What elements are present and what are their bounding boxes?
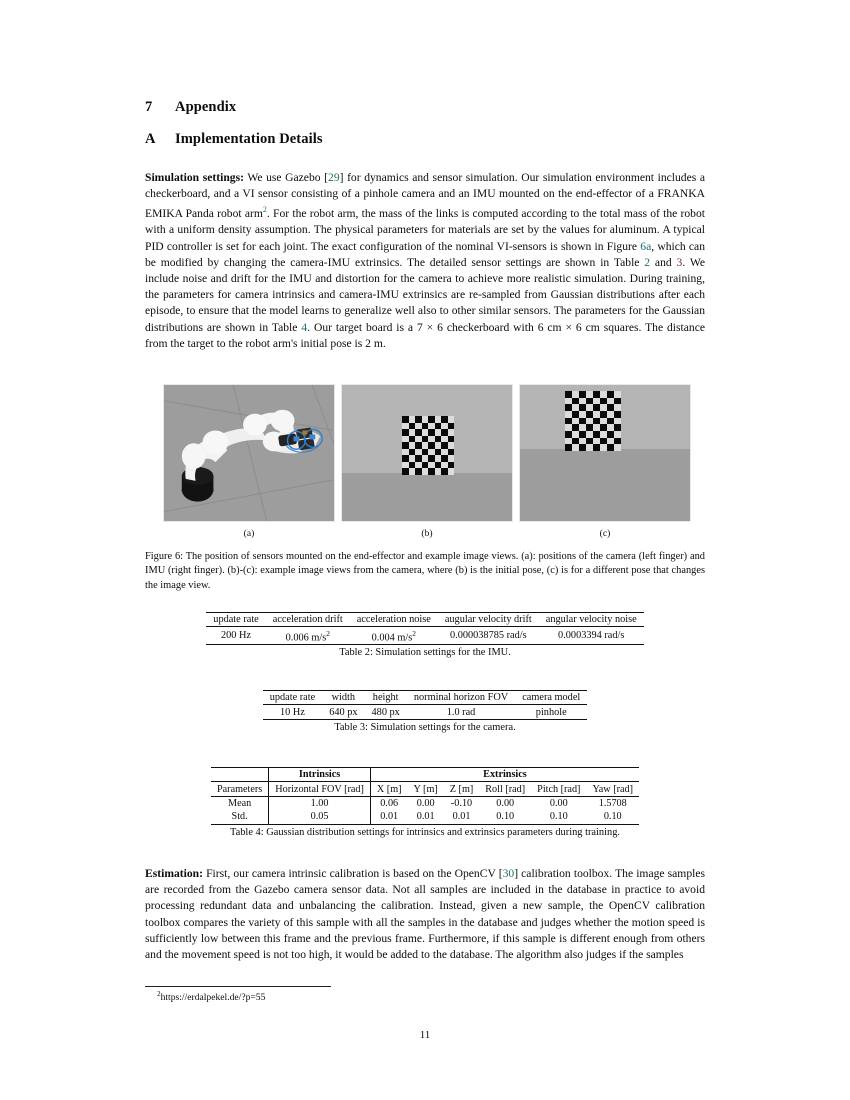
table-4-row-1-v3: 0.01	[444, 810, 479, 824]
table-2-header-2: acceleration noise	[350, 613, 438, 627]
figure-panel-c-checkerboard	[519, 384, 691, 522]
table-4-group-empty	[211, 768, 269, 782]
ref-table-4[interactable]: 4	[301, 320, 308, 334]
table-3-cell-2: 480 px	[365, 705, 407, 719]
table-2-cell-1: 0.006 $m/s^2$	[266, 627, 350, 645]
figure-sublabel-b: (b)	[421, 528, 433, 539]
footnote-block	[145, 986, 705, 1003]
table-3-header-0: update rate	[263, 691, 322, 705]
figure-6-caption: Figure 6: The position of sensors mounted on the end-effector and example image views. (a): positions of the camera (left finger) and IMU (right finger). (b)-(c): example image views from the camera, where (b) is the initial pose, (c) is for a different pose that changes the image view.	[145, 551, 705, 591]
section-number: 7	[145, 99, 153, 115]
footnote-url[interactable]: https://erdalpekel.de/?p=55	[160, 992, 266, 1004]
table-2-caption: Table 2: Simulation settings for the IMU.	[339, 647, 511, 659]
ground-plane-c	[520, 449, 690, 521]
table-2-cell-2: 0.004 $m/s^2$	[350, 627, 438, 645]
table-4-header-3: Y [m]	[408, 782, 444, 796]
sim-text-6: . We include noise and drift for the IMU and distortion for the camera to achieve more realistic simulation. During training, the parameters for camera intrinsics and camera-IMU extrinsics are re-sampled from Gaussian distributions after each episode, to ensure that the model learns to generalize well also to other similar sensors. The parameters for the Gaussian distributions are shown in Table	[145, 255, 706, 334]
table-3-cell-1: 640 px	[322, 705, 364, 719]
sim-text-2: ] for dynamics and sensor simulation. Our simulation environment includes a checkerboard, and a VI sensor consisting of a pinhole camera and an IMU mounted on the end-effector of a FRANKA EMIKA Panda robot arm	[145, 171, 705, 221]
footnote-rule	[145, 986, 331, 987]
table-4	[211, 767, 639, 825]
table-2-header-0: update rate	[206, 613, 265, 627]
table-4-row-0-v3: -0.10	[444, 796, 479, 810]
table-2-cell-4: 0.0003394 rad/s	[539, 627, 644, 645]
table-4-header-5: Roll [rad]	[479, 782, 531, 796]
table-2-header-4: angular velocity noise	[539, 613, 644, 627]
checkerboard-c	[565, 391, 621, 451]
footnote-number: 2	[157, 990, 161, 998]
paragraph-estimation	[145, 866, 705, 963]
table-2-cell-0: 200 Hz	[206, 627, 265, 645]
table-4-row-1-v6: 0.10	[586, 810, 639, 824]
table-2-cell-3: 0.000038785 rad/s	[438, 627, 539, 645]
table-4-row-0-v2: 0.00	[408, 796, 444, 810]
table-4-row-0-v1: 0.06	[370, 796, 407, 810]
paragraph-lead-simulation: Simulation settings:	[145, 171, 244, 184]
ref-table-3[interactable]: 3	[676, 255, 683, 269]
table-4-header-row	[211, 782, 639, 796]
footnote-marker-2[interactable]: 2	[262, 205, 267, 215]
est-text-1: First, our camera intrinsic calibration is based on the OpenCV [	[202, 867, 503, 880]
figure-panel-a-robot-arm	[163, 384, 335, 522]
table-3-header-row	[263, 691, 588, 705]
robot-arm-icon	[164, 385, 334, 521]
table-3-cell-0: 10 Hz	[263, 705, 322, 719]
ground-plane-b	[342, 473, 512, 521]
table-2-header-1: acceleration drift	[266, 613, 350, 627]
subsection-number: A	[145, 131, 156, 147]
figure-sublabel-a: (a)	[243, 528, 255, 539]
table-3-caption: Table 3: Simulation settings for the camera.	[334, 721, 516, 733]
subsection-heading-implementation-details	[145, 131, 323, 148]
table-3-header-3: norminal horizon FOV	[407, 691, 515, 705]
subsection-title: Implementation Details	[175, 131, 323, 147]
sim-text-4: , which can be modified by changing the camera-IMU extrinsics. The detailed sensor settings are shown in Table	[145, 239, 705, 269]
sim-text-3: . For the robot arm, the mass of the links is computed according to the total mass of the robot with a uniform density assumption. The physical parameters for materials are set by the values for aluminum. A typical PID controller is set for each joint. The exact configuration of the nominal VI-sensors is shown in Figure	[145, 207, 705, 253]
table-4-header-6: Pitch [rad]	[531, 782, 586, 796]
est-text-2: ] calibration toolbox. The image samples are recorded from the Gazebo camera sensor data. Not all samples are included in the database in practice to avoid processing redundant data and unbalancing the calibration. Instead, given a new sample, the OpenCV calibration toolbox compares the variety of this sample with all the samples in the database and judges whether the motion speed is sufficiently low between this frame and the previous frame. Furthermore, if this sample is different enough from others and the movement speed is not too high, it would be added to the database. The algorithm also judges if the samples	[145, 867, 705, 962]
table-3-cell-3: 1.0 rad	[407, 705, 515, 719]
table-4-header-0: Parameters	[211, 782, 269, 796]
section-heading-appendix	[145, 99, 236, 116]
figure-6	[163, 384, 691, 539]
table-4-row-0-label: Mean	[211, 796, 269, 810]
table-row	[211, 796, 639, 810]
table-3-block	[145, 690, 705, 733]
ref-table-2[interactable]: 2	[644, 255, 651, 269]
table-4-row-1-v2: 0.01	[408, 810, 444, 824]
table-2-header-3: augular velocity drift	[438, 613, 539, 627]
sim-text-1: We use Gazebo [	[243, 171, 329, 184]
table-4-header-1: Horizontal FOV [rad]	[269, 782, 371, 796]
table-4-header-7: Yaw [rad]	[586, 782, 639, 796]
table-4-row-1-label: Std.	[211, 810, 269, 824]
sim-text-5: and	[650, 255, 677, 269]
table-4-group-intrinsics: Intrinsics	[269, 768, 371, 782]
ref-figure-6a[interactable]: 6a	[640, 239, 652, 253]
table-4-row-0-v5: 0.00	[531, 796, 586, 810]
figure-sublabels	[163, 528, 691, 539]
table-4-group-extrinsics: Extrinsics	[370, 768, 639, 782]
table-4-row-1-v1: 0.01	[370, 810, 407, 824]
table-2	[206, 612, 643, 645]
table-3-header-4: camera model	[515, 691, 587, 705]
table-4-row-0-v6: 1.5708	[586, 796, 639, 810]
paper-page	[145, 0, 705, 1100]
checkerboard-b	[402, 416, 454, 475]
table-row	[211, 810, 639, 824]
table-4-row-1-v5: 0.10	[531, 810, 586, 824]
table-2-header-row	[206, 613, 643, 627]
paragraph-simulation-settings	[145, 170, 705, 352]
table-row	[206, 627, 643, 645]
sim-text-7: . Our target board is a 7 × 6 checkerboard with 6 cm × 6 cm squares. The distance from the target to the robot arm's initial pose is 2 m.	[145, 320, 705, 350]
table-3-header-1: width	[322, 691, 364, 705]
table-4-group-header-row	[211, 768, 639, 782]
footnote-text	[145, 990, 705, 1003]
table-4-row-0-v0: 1.00	[269, 796, 371, 810]
figure-panels	[163, 384, 691, 522]
table-4-header-2: X [m]	[370, 782, 407, 796]
table-3-cell-4: pinhole	[515, 705, 587, 719]
citation-30[interactable]: 30	[502, 867, 515, 880]
page-number: 11	[419, 1029, 431, 1041]
table-3	[263, 690, 588, 720]
table-4-row-1-v4: 0.10	[479, 810, 531, 824]
section-title: Appendix	[175, 99, 237, 115]
table-4-header-4: Z [m]	[444, 782, 479, 796]
paragraph-lead-estimation: Estimation:	[145, 867, 203, 880]
table-row	[263, 705, 588, 719]
table-3-header-2: height	[365, 691, 407, 705]
table-4-row-1-v0: 0.05	[269, 810, 371, 824]
table-2-block	[145, 612, 705, 658]
figure-sublabel-c: (c)	[599, 528, 611, 539]
table-4-block	[145, 767, 705, 838]
table-4-caption: Table 4: Gaussian distribution settings for intrinsics and extrinsics parameters during training.	[230, 826, 620, 838]
table-4-row-0-v4: 0.00	[479, 796, 531, 810]
citation-29[interactable]: 29	[328, 171, 340, 184]
figure-panel-b-checkerboard	[341, 384, 513, 522]
